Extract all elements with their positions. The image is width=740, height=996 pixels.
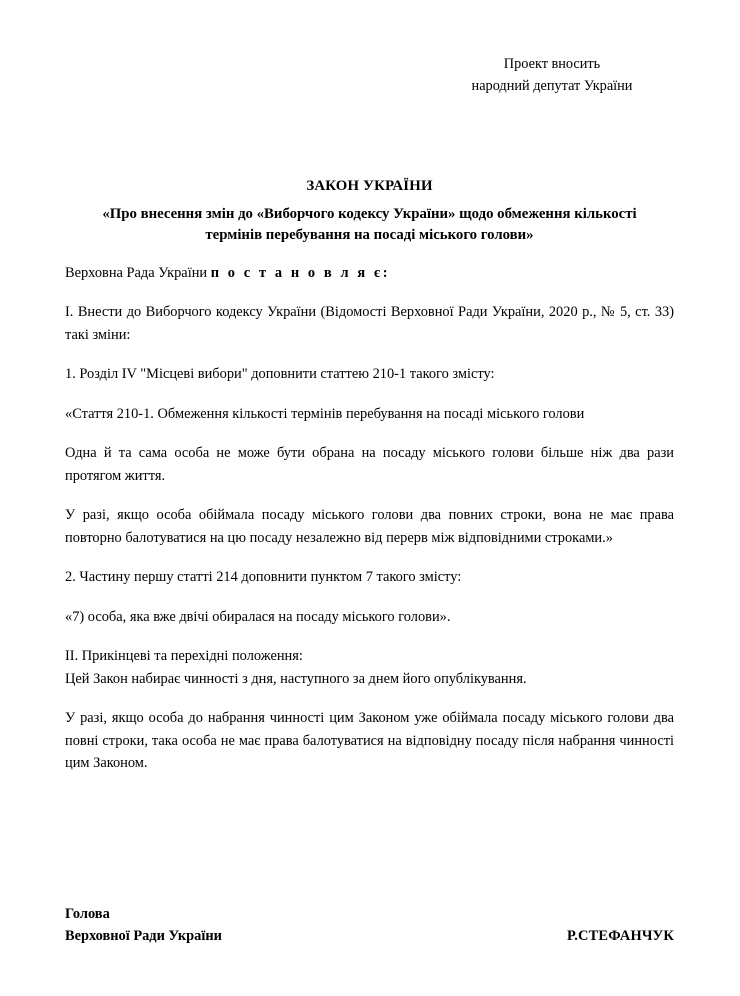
paragraph-item-1: 1. Розділ IV "Місцеві вибори" доповнити статтею 210-1 такого змісту: — [65, 366, 495, 383]
document-title-block — [65, 176, 674, 246]
enacting-clause-verb: п о с т а н о в л я є: — [210, 265, 391, 281]
signatory-name: Р.СТЕФАНЧУК — [567, 928, 674, 945]
paragraph-section-ii-heading: II. Прикінцеві та перехідні положення: — [65, 648, 303, 665]
paragraph-article-210-1-heading: «Стаття 210-1. Обмеження кількості термінів перебування на посаді міського голови — [65, 405, 585, 422]
signature-block — [65, 903, 674, 948]
document-subtitle-line-1: «Про внесення змін до «Виборчого кодексу України» щодо обмеження кількості — [102, 206, 637, 223]
document-subtitle-line-2: термінів перебування на посаді міського голови» — [205, 227, 534, 244]
paragraph-two-full-terms-rule: У разі, якщо особа обіймала посаду міського голови два повних строки, вона не має права повторно балотуватися на цю посаду незалежно від перерв між відповідними строками.» — [65, 507, 674, 546]
submitter-line-1: Проект вносить — [503, 56, 601, 72]
paragraph-entry-into-force: Цей Закон набирає чинності з дня, наступного за днем його опублікування. — [65, 670, 527, 687]
paragraph-point-7: «7) особа, яка вже двічі обиралася на посаду міського голови». — [65, 608, 451, 625]
submitter-header — [430, 54, 674, 97]
document-body — [65, 262, 674, 792]
submitter-line-2: народний депутат України — [471, 77, 633, 94]
document-subtitle — [65, 204, 674, 246]
signature-role-row-1 — [65, 903, 674, 925]
paragraph-item-2: 2. Частину першу статті 214 доповнити пунктом 7 такого змісту: — [65, 569, 462, 586]
paragraph-section-i-intro: I. Внести до Виборчого кодексу України (Відомості Верховної Ради України, 2020 р., № 5, ст. 33) такі зміни: — [65, 304, 674, 343]
signature-role-row-2 — [65, 925, 674, 947]
page-title: ЗАКОН УКРАЇНИ — [306, 178, 433, 194]
signature-role-line-1: Голова — [65, 906, 110, 922]
enacting-clause-prefix: Верховна Рада України — [65, 265, 211, 281]
paragraph-term-limit-rule: Одна й та сама особа не може бути обрана на посаду міського голови більше ніж два рази протягом життя. — [65, 445, 674, 484]
enacting-clause — [65, 262, 674, 284]
paragraph-transitional-rule: У разі, якщо особа до набрання чинності цим Законом уже обіймала посаду міського голови два повні строки, така особа не має права балотуватися на відповідну посаду після набрання чинності цим Законом. — [65, 710, 674, 772]
signature-role-line-2: Верховної Ради України — [65, 928, 222, 945]
